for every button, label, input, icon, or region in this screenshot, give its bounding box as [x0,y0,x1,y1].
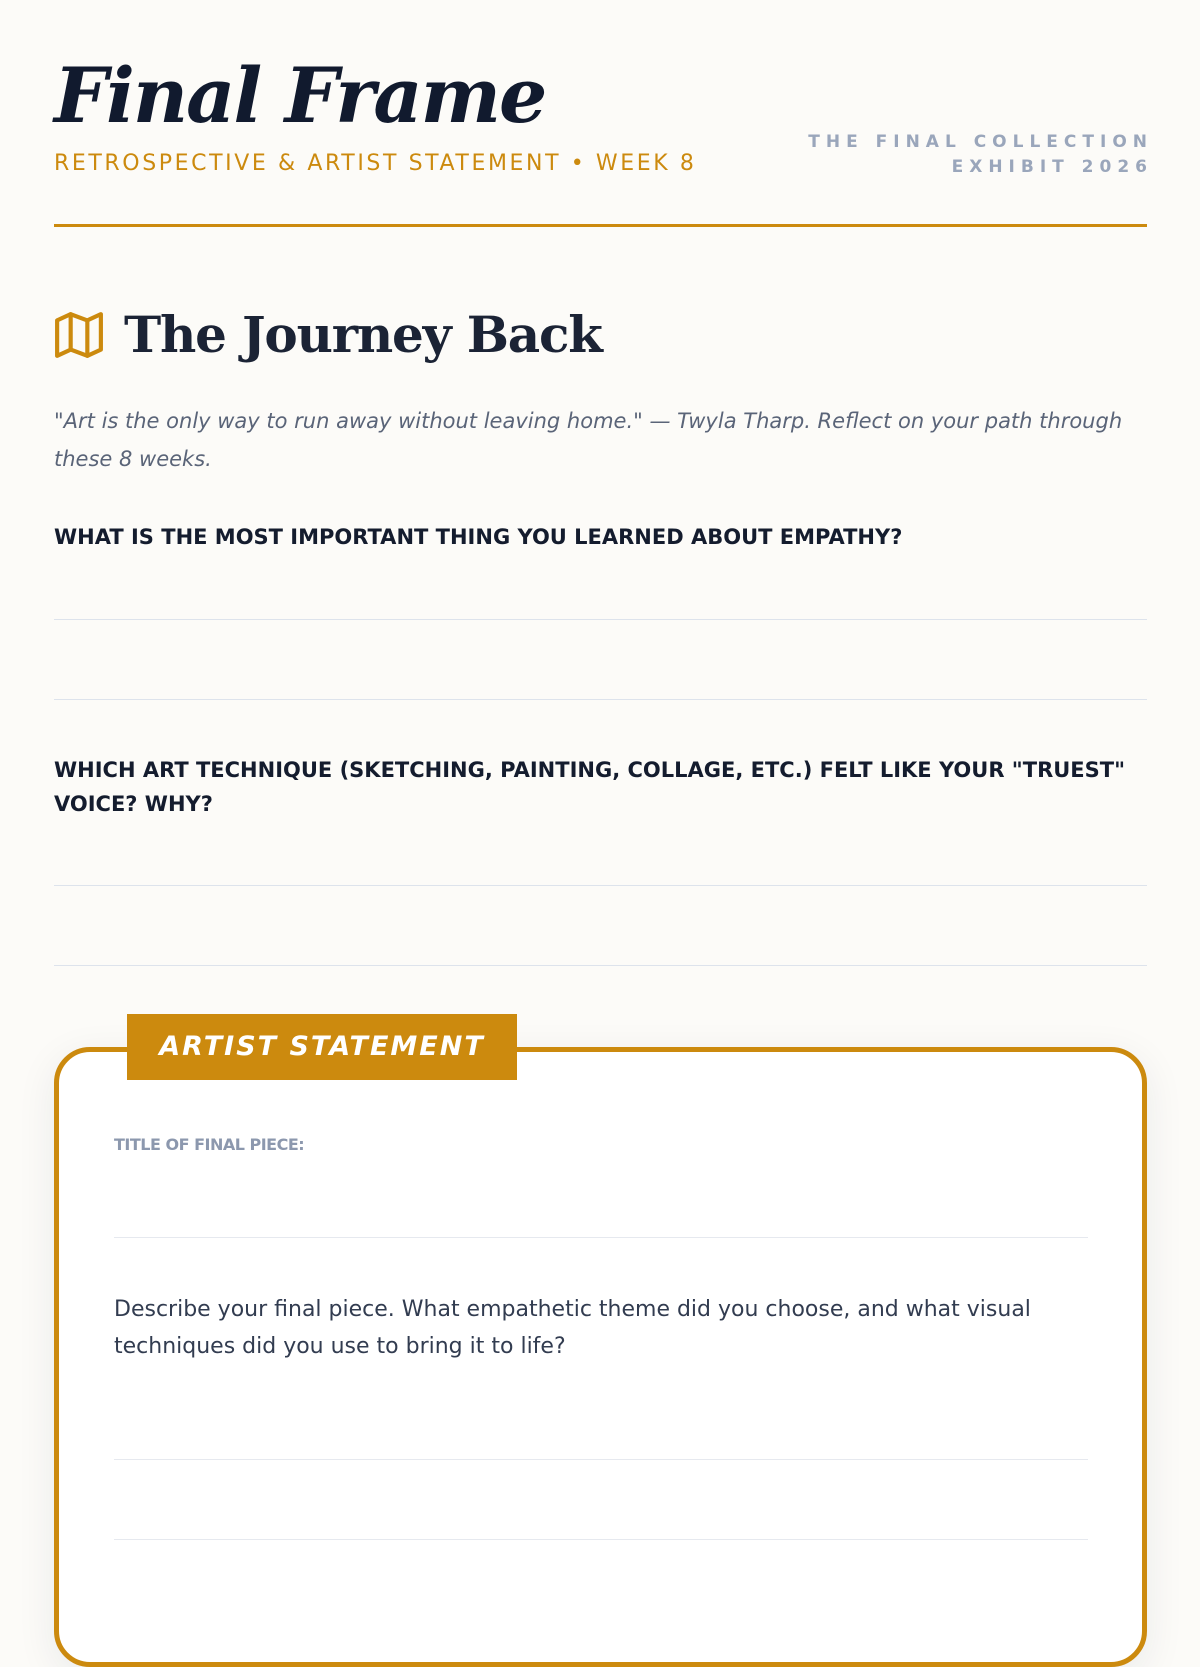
answer-line-empathy-2[interactable] [54,699,1147,700]
page-title: Final Frame [54,51,546,140]
answer-line-empathy-1[interactable] [54,619,1147,620]
section-title: The Journey Back [124,305,602,364]
statement-answer-line-2[interactable] [114,1539,1088,1540]
statement-prompt: Describe your final piece. What empathetic theme did you choose, and what visual techniques did you use to bring it to life? [114,1297,1031,1359]
title-field-line[interactable] [114,1237,1088,1238]
answer-line-technique-2[interactable] [54,965,1147,966]
question-empathy: WHAT IS THE MOST IMPORTANT THING YOU LEARNED ABOUT EMPATHY? [54,525,903,549]
statement-answer-line-1[interactable] [114,1459,1088,1460]
title-field-label: TITLE OF FINAL PIECE: [114,1135,305,1154]
section-heading [54,300,602,370]
collection-line-2: EXHIBIT 2026 [951,157,1153,177]
answer-line-technique-1[interactable] [54,885,1147,886]
collection-label [808,130,1153,180]
page-header [54,0,1153,227]
reflection-quote: "Art is the only way to run away without leaving home." — Twyla Tharp. Reflect on your path through these 8 weeks. [54,409,1123,471]
worksheet-page [54,0,1153,1600]
question-technique: WHICH ART TECHNIQUE (SKETCHING, PAINTING, COLLAGE, ETC.) FELT LIKE YOUR "TRUEST" VOICE? WHY? [54,758,1126,816]
map-icon [54,311,104,359]
page-subtitle: RETROSPECTIVE & ARTIST STATEMENT • WEEK 8 [54,151,697,176]
artist-statement-tab: ARTIST STATEMENT [127,1014,517,1080]
collection-line-1: THE FINAL COLLECTION [808,132,1153,152]
